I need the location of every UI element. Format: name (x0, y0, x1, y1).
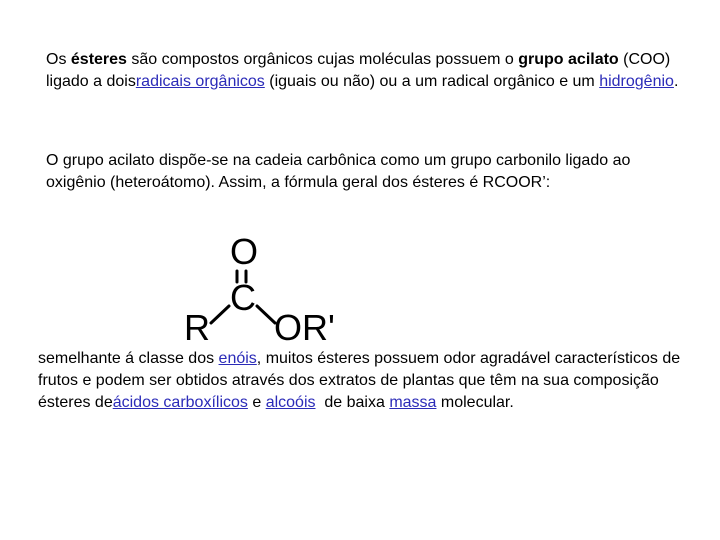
link-massa[interactable]: massa (389, 394, 437, 411)
bond-c-o (257, 306, 275, 323)
text: e (247, 394, 266, 411)
atom-r: R (184, 307, 210, 348)
atom-or-prime: OR' (274, 307, 335, 348)
text: de baixa (315, 394, 390, 411)
text: . (673, 73, 679, 90)
ester-structural-formula (178, 228, 368, 348)
atom-carbon: C (230, 277, 256, 318)
text: (iguais ou não) ou a um radical orgânico e um (264, 73, 600, 90)
link-radicais-organicos[interactable]: radicais orgânicos (135, 73, 265, 90)
text: são compostos orgânicos cujas moléculas possuem o (126, 51, 519, 68)
text: , muitos ésteres possuem odor agradável característicos de frutos e podem ser obtidos através dos extratos de plantas que têm na sua composição ésteres de (38, 350, 681, 411)
text: semelhante á classe dos (38, 350, 219, 367)
text: Os (46, 51, 71, 68)
paragraph-odor (38, 348, 713, 414)
link-hidrogenio[interactable]: hidrogênio (599, 73, 674, 90)
atom-oxygen-top: O (230, 231, 259, 272)
paragraph-definition (46, 49, 686, 93)
bond-r-c (211, 306, 229, 323)
paragraph-acilato: O grupo acilato dispõe-se na cadeia carbônica como um grupo carbonilo ligado ao oxigênio (heteroátomo). Assim, a fórmula geral dos ésteres é RCOOR’: (46, 152, 631, 191)
link-alcoois[interactable]: alcoóis (265, 394, 316, 411)
text: molecular. (436, 394, 514, 411)
bold-term-grupo-acilato: grupo acilato (518, 51, 619, 68)
link-acidos-carboxilicos[interactable]: ácidos carboxílicos (112, 394, 248, 411)
link-enois[interactable]: enóis (218, 350, 257, 367)
bold-term-esteres: ésteres (70, 51, 127, 68)
text: (COO) ligado a dois (46, 51, 671, 90)
